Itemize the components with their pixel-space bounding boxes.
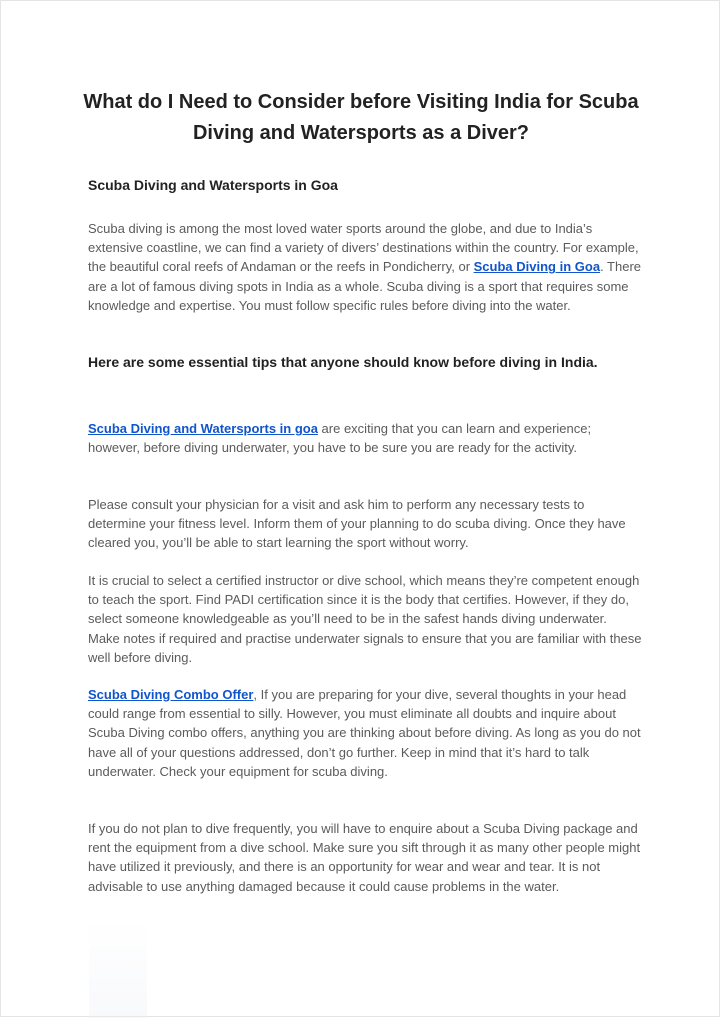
intro-text-before: Scuba diving is among the most loved water sports around the globe, and due to India’s extensive coastline, we can find a variety of divers’ destinations within the country. For example, the beautiful coral reefs of Andaman or the reefs in Pondicherry, or [88, 221, 639, 275]
scuba-diving-combo-offer-link[interactable]: Scuba Diving Combo Offer [88, 687, 254, 702]
combo-offer-paragraph [88, 685, 642, 781]
intro-paragraph [88, 219, 642, 315]
instructor-paragraph: It is crucial to select a certified instructor or dive school, which means they’re competent enough to teach the sport. Find PADI certification since it is the body that certifies. However, if they do, select someone knowledgeable as you’ll need to be in the safest hands diving underwater. Make notes if required and practise underwater signals to ensure that you are familiar with these well before diving. [88, 573, 642, 665]
watersports-text: are exciting that you can learn and experience; however, before diving underwater, you have to be sure you are ready for the activity. [88, 421, 592, 456]
equipment-paragraph: If you do not plan to dive frequently, you will have to enquire about a Scuba Diving package and rent the equipment from a dive school. Make sure you sift through it as many other people might have utilized it previously, and there is an opportunity for wear and wear and tear. It is not advisable to use anything damaged because it could cause problems in the water. [88, 821, 641, 894]
physician-paragraph: Please consult your physician for a visit and ask him to perform any necessary tests to determine your fitness level. Inform them of your planning to do scuba diving. Once they have cleared you, you’ll be able to start learning the sport without worry. [88, 497, 626, 551]
tips-heading: Here are some essential tips that anyone should know before diving in India. [88, 354, 598, 370]
watersports-paragraph [88, 419, 642, 457]
scuba-diving-in-goa-link[interactable]: Scuba Diving in Goa [473, 259, 601, 275]
intro-text-after: . There are a lot of famous diving spots in India as a whole. Scuba diving is a sport that requires some knowledge and expertise. You must follow specific rules before diving into the water. [88, 259, 642, 313]
page-shadow-decoration [89, 919, 147, 1018]
document-title: What do I Need to Consider before Visiting India for Scuba Diving and Watersports as a Diver? [83, 91, 639, 144]
section-heading: Scuba Diving and Watersports in Goa [88, 177, 338, 193]
combo-offer-text: , If you are preparing for your dive, several thoughts in your head could range from essential to silly. However, you must eliminate all doubts and inquire about Scuba Diving combo offers, anything you are thinking about before diving. As long as you do not have all of your questions addressed, don’t go further. Keep in mind that it’s hard to talk underwater. Check your equipment for scuba diving. [88, 687, 641, 779]
scuba-diving-and-watersports-in-goa-link[interactable]: Scuba Diving and Watersports in goa [88, 421, 318, 436]
